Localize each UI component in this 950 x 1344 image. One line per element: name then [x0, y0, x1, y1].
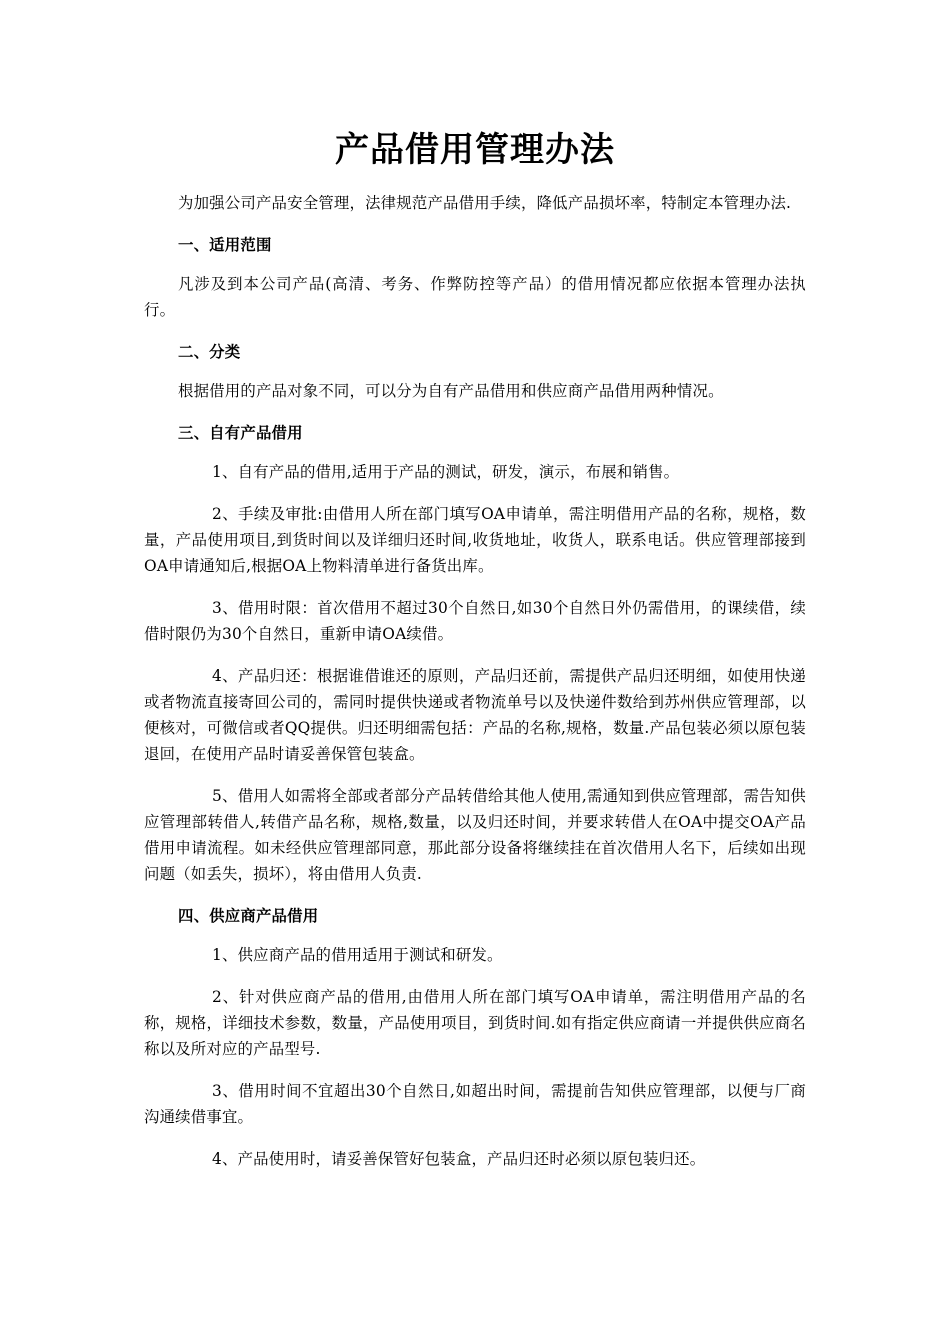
own-products-item: 4、产品归还：根据谁借谁还的原则，产品归还前，需提供产品归还明细，如使用快递或者物流直接寄回公司的，需同时提供快递或者物流单号以及快递件数给到苏州供应管理部，以便核对，可微信或者QQ提供。归还明细需包括：产品的名称,规格，数量.产品包装必须以原包装退回，在使用产品时请妥善保管包装盒。: [144, 667, 806, 763]
own-products-item: 1、自有产品的借用,适用于产品的测试，研发，演示，布展和销售。: [212, 463, 680, 481]
supplier-products-item: 4、产品使用时，请妥善保管好包装盒，产品归还时必须以原包装归还。: [212, 1150, 706, 1168]
section-heading-scope: 一、适用范围: [178, 236, 272, 254]
supplier-products-item: 3、借用时间不宜超出30个自然日,如超出时间，需提前告知供应管理部，以便与厂商沟通续借事宜。: [144, 1082, 806, 1126]
supplier-products-item: 1、供应商产品的借用适用于测试和研发。: [212, 946, 503, 964]
classification-paragraph: 根据借用的产品对象不同，可以分为自有产品借用和供应商产品借用两种情况。: [178, 382, 724, 400]
section-heading-supplier-products: 四、供应商产品借用: [178, 907, 319, 925]
own-products-item: 5、借用人如需将全部或者部分产品转借给其他人使用,需通知到供应管理部，需告知供应管理部转借人,转借产品名称，规格,数量，以及归还时间，并要求转借人在OA中提交OA产品借用申请流程。如未经供应管理部同意，那此部分设备将继续挂在首次借用人名下，后续如出现问题（如丢失，损坏），将由借用人负责.: [144, 787, 806, 883]
own-products-item: 2、手续及审批:由借用人所在部门填写OA申请单，需注明借用产品的名称，规格，数量，产品使用项目,到货时间以及详细归还时间,收货地址，收货人，联系电话。供应管理部接到OA申请通知后,根据OA上物料清单进行备货出库。: [144, 505, 806, 575]
section-heading-classification: 二、分类: [178, 343, 241, 361]
scope-paragraph: 凡涉及到本公司产品(高清、考务、作弊防控等产品）的借用情况都应依据本管理办法执行。: [144, 275, 806, 319]
section-heading-own-products: 三、自有产品借用: [178, 424, 303, 442]
intro-paragraph: 为加强公司产品安全管理，法律规范产品借用手续，降低产品损坏率，特制定本管理办法.: [178, 194, 792, 212]
supplier-products-item: 2、针对供应商产品的借用,由借用人所在部门填写OA申请单，需注明借用产品的名称，规格，详细技术参数，数量，产品使用项目，到货时间.如有指定供应商请一并提供供应商名称以及所对应的产品型号.: [144, 988, 806, 1058]
document-body: [144, 190, 806, 1172]
document-title: 产品借用管理办法: [335, 130, 615, 170]
own-products-item: 3、借用时限：首次借用不超过30个自然日,如30个自然日外仍需借用，的课续借，续借时限仍为30个自然日，重新申请OA续借。: [144, 599, 806, 643]
